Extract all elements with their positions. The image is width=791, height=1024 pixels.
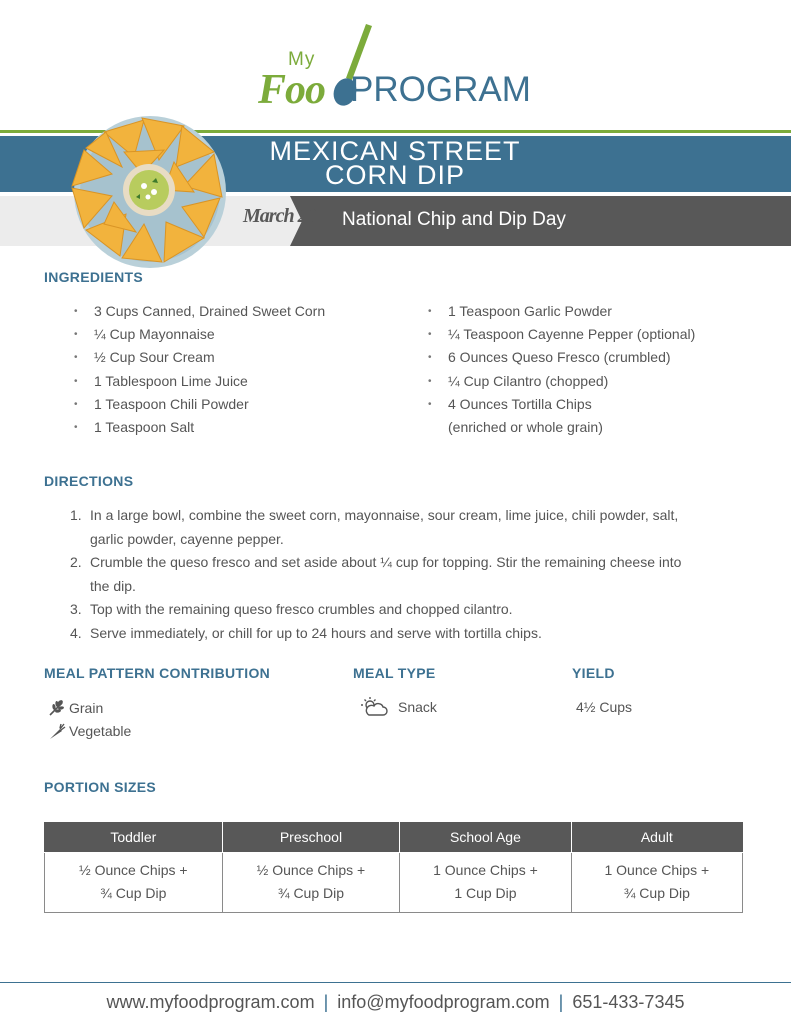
ingredients-list-right (420, 300, 695, 439)
step-text: Serve immediately, or chill for up to 24 hours and serve with tortilla chips. (90, 624, 542, 641)
ingredient-item: • 6 Ounces Queso Fresco (crumbled) (420, 346, 695, 369)
footer-website-link[interactable]: www.myfoodprogram.com (106, 992, 315, 1012)
logo-program: PROGRAM (350, 70, 531, 109)
wheat-icon (48, 699, 66, 717)
ingredient-item: • ½ Cup Sour Cream (66, 346, 325, 369)
yield-value: 4½ Cups (576, 699, 633, 715)
cell-line: 1 Ounce Chips + (604, 862, 710, 878)
ingredient-note: (enriched or whole grain) (448, 419, 603, 436)
direction-step (70, 598, 750, 622)
table-cell (45, 852, 223, 912)
meal-pattern-heading: MEAL PATTERN CONTRIBUTION (44, 665, 271, 681)
ingredient-item: • 3 Cups Canned, Drained Sweet Corn (66, 300, 325, 323)
cell-line: ½ Ounce Chips + (256, 862, 366, 878)
directions-list (70, 504, 750, 645)
ingredient-item: • 1 Teaspoon Chili Powder (66, 393, 325, 416)
column-header: School Age (400, 822, 571, 852)
step-text: Top with the remaining queso fresco crumbles and chopped cilantro. (90, 601, 513, 617)
ingredient-item: • ¼ Cup Cilantro (chopped) (420, 370, 695, 393)
table-cell (400, 852, 571, 912)
footer-separator: | (558, 992, 564, 1012)
table-cell (571, 852, 742, 912)
direction-step (70, 622, 750, 646)
event-date: March 23 (243, 205, 316, 227)
recipe-title (200, 136, 590, 190)
column-header: Preschool (222, 822, 400, 852)
ingredient-item (420, 393, 695, 439)
step-text-cont: garlic powder, cayenne pepper. (90, 530, 284, 547)
directions-heading: DIRECTIONS (44, 473, 134, 489)
ingredient-item: • ¼ Teaspoon Cayenne Pepper (optional) (420, 323, 695, 346)
cell-line: ¾ Cup Dip (277, 885, 345, 901)
chips-and-dip-illustration (64, 112, 230, 270)
meal-pattern-label: Grain (69, 700, 104, 716)
ingredient-item: • 1 Teaspoon Garlic Powder (420, 300, 695, 323)
meal-type-heading: MEAL TYPE (353, 665, 436, 681)
footer-email-link[interactable]: info@myfoodprogram.com (337, 992, 550, 1012)
column-header: Toddler (45, 822, 223, 852)
table-header-row (45, 822, 743, 852)
portion-sizes-heading: PORTION SIZES (44, 779, 157, 795)
cell-line: ½ Ounce Chips + (79, 862, 188, 878)
cell-line: ¾ Cup Dip (100, 885, 167, 901)
ingredients-list-left (66, 300, 325, 439)
sun-cloud-icon (360, 696, 388, 718)
event-name: National Chip and Dip Day (342, 209, 566, 230)
step-text: Crumble the queso fresco and set aside about ¼ cup for topping. Stir the remaining cheese into (90, 554, 682, 570)
step-number: 4. (70, 624, 82, 641)
meal-pattern-label: Vegetable (69, 723, 132, 739)
recipe-title-line2: CORN DIP (324, 160, 465, 190)
step-number: 1. (70, 507, 82, 523)
direction-step (70, 504, 750, 551)
ingredient-item: • 1 Teaspoon Salt (66, 416, 325, 439)
step-number: 2. (70, 554, 82, 570)
logo-food: Foo (258, 67, 326, 113)
logo (258, 22, 540, 113)
column-header: Adult (571, 822, 742, 852)
footer-phone[interactable]: 651-433-7345 (572, 992, 685, 1012)
footer-separator: | (323, 992, 329, 1012)
meal-type-label: Snack (398, 699, 437, 715)
footer-contact (0, 992, 791, 1013)
direction-step (70, 551, 750, 598)
ingredients-heading: INGREDIENTS (44, 269, 143, 285)
portion-sizes-table (44, 822, 743, 913)
footer-divider (0, 982, 791, 983)
ingredient-item: • ¼ Cup Mayonnaise (66, 323, 325, 346)
carrot-icon (48, 723, 66, 741)
step-text-cont: the dip. (90, 577, 136, 594)
step-number: 3. (70, 601, 82, 617)
yield-heading: YIELD (572, 665, 615, 681)
cell-line: 1 Ounce Chips + (433, 862, 538, 878)
ingredient-text: 4 Ounces Tortilla Chips (448, 395, 592, 412)
cell-line: 1 Cup Dip (454, 885, 517, 901)
logo-my: My (288, 49, 316, 70)
step-text: In a large bowl, combine the sweet corn, mayonnaise, sour cream, lime juice, chili powder, salt, (90, 507, 679, 523)
table-cell (222, 852, 400, 912)
recipe-title-line1: MEXICAN STREET (269, 136, 521, 166)
ingredient-item: • 1 Tablespoon Lime Juice (66, 370, 325, 393)
table-row (45, 852, 743, 912)
cell-line: ¾ Cup Dip (623, 885, 690, 901)
